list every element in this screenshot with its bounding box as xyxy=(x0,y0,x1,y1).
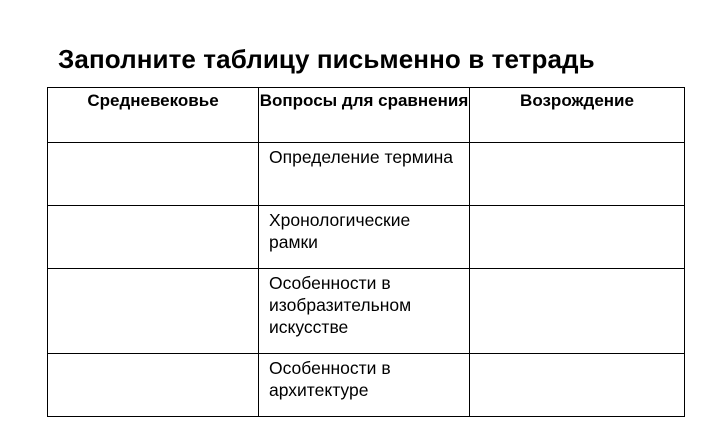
cell-renaissance xyxy=(470,206,685,269)
cell-question: Особенности в архитектуре xyxy=(259,354,470,417)
table-row xyxy=(48,206,685,269)
comparison-table xyxy=(47,87,685,417)
table-row xyxy=(48,354,685,417)
header-renaissance: Возрождение xyxy=(470,88,685,143)
table-header-row xyxy=(48,88,685,143)
cell-question: Хронологические рамки xyxy=(259,206,470,269)
cell-middle-ages xyxy=(48,354,259,417)
cell-renaissance xyxy=(470,143,685,206)
table-row xyxy=(48,269,685,354)
cell-renaissance xyxy=(470,354,685,417)
cell-renaissance xyxy=(470,269,685,354)
cell-middle-ages xyxy=(48,206,259,269)
cell-question: Определение термина xyxy=(259,143,470,206)
header-comparison-questions: Вопросы для сравнения xyxy=(259,88,470,143)
cell-question: Особенности в изобразительном искусстве xyxy=(259,269,470,354)
header-middle-ages: Средневековье xyxy=(48,88,259,143)
cell-middle-ages xyxy=(48,269,259,354)
table-row xyxy=(48,143,685,206)
cell-middle-ages xyxy=(48,143,259,206)
page-title: Заполните таблицу письменно в тетрадь xyxy=(58,44,595,74)
